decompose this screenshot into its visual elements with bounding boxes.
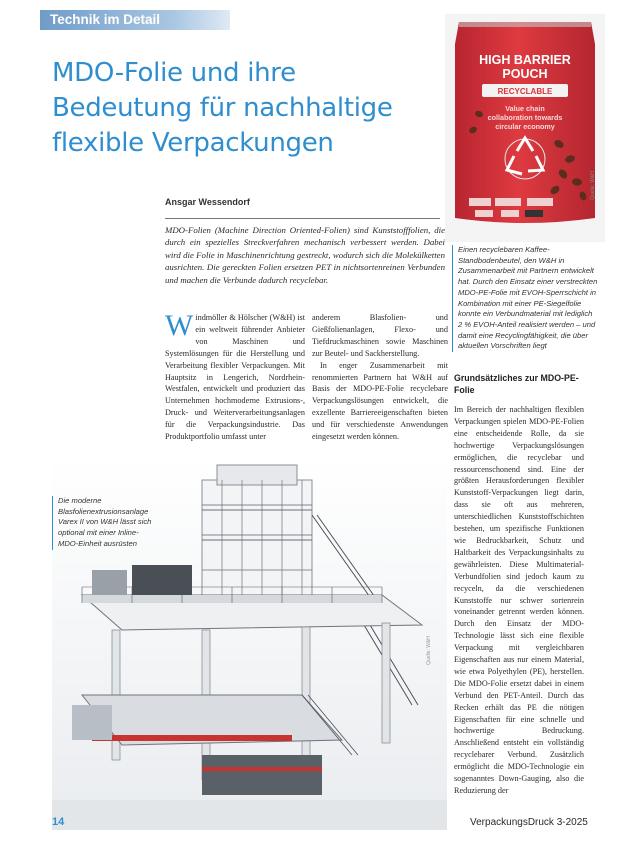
body-paragraph: anderem Blasfolien- und Gießfolienanlagen, Flexo- und Tiefdruckmaschinen sowie Maschinen zur Beutel- und Sackherstellung. (312, 313, 448, 358)
pouch-title-line: HIGH BARRIER (479, 53, 571, 67)
machine-image-source: Quelle: W&H (426, 636, 432, 665)
magazine-issue: VerpackungsDruck 3-2025 (470, 817, 588, 828)
pouch-subtitle-line: collaboration towards (487, 113, 563, 122)
dropcap: W (165, 309, 194, 342)
article-title (52, 56, 432, 161)
pouch-subtitle-line: circular economy (495, 122, 555, 131)
title-line: flexible Verpackungen (52, 128, 334, 158)
machine-caption: Die moderne Blasfolienextrusionsanlage Varex II von W&H lässt sich optional mit einer Inline-MDO-Einheit ausrüsten (52, 496, 158, 550)
title-line: MDO-Folie und ihre (52, 58, 296, 88)
body-paragraph: Im Bereich der nachhaltigen flexiblen Verpackungen spielen MDO-PE-Folien eine entscheidende Rolle, da sie hochwertige Verpackungslösungen ermöglichen, die recyclebar und ressourcenschonend sind. Eine der größten Herausforderungen flexibler Kunststoff-Verpackungen liegt darin, dass sie oft aus mehreren, unterschiedlichen Kunststoffschichten bestehen, um spezifische Funktionen wie Bedruckbarkeit, Schutz und Haltbarkeit des Verpackungsinhalts zu gewährleisten. Diese Multimaterial-Verbundfolien sind jedoch kaum zu recyceln, da die verschiedenen Kunststoffe nur schwer sortenrein voneinander getrennt werden können. Durch den Einsatz der MDO-Technologie lässt sich eine flexible Verpackung mit vergleichbaren Eigenschaften aus nur einem Material, wie etwa Polyethylen (PE), herstellen. Die MDO-Folie ersetzt dabei in einem Verbund den PET-Anteil. Durch das Recken erhält das PE die nötigen Eigenschaften für eine schnelle und hochwertige Bedruckung. Anschließend entsteht ein vollständig recyclebarer Verbund. Zusätzlich ermöglicht die MDO-Technologie ein sogenanntes Down-Gauging, also die Reduzierung der (454, 405, 584, 795)
section-subheading: Grundsätzliches zur MDO-PE-Folie (454, 373, 579, 395)
author-name: Ansgar Wessendorf (165, 197, 250, 207)
page-number: 14 (52, 816, 65, 828)
lead-paragraph: MDO-Folien (Machine Direction Oriented-Folien) sind Kunststofffolien, die durch ein spezielles Streckverfahren mechanisch verbessert werden. Dabei wird die Folie in Maschinenrichtung gestreckt, wodurch sich die Molekülketten ausrichten. Die gereckten Folien ersetzen PET in nichtsortenreinen Verbunden und machen die Verbunde dadurch recyclebar. (165, 225, 445, 285)
title-line: Bedeutung für nachhaltige (52, 93, 393, 123)
pouch-title-line: POUCH (502, 67, 548, 81)
recyclable-badge: RECYCLABLE (497, 87, 553, 96)
pouch-subtitle-line: Value chain (505, 104, 545, 113)
section-label-band (40, 10, 230, 30)
body-paragraph: In enger Zusammenarbeit mit renommierten Partnern hat W&H auf Basis der MDO-PE-Folie recyclebare Verpackungslösungen entwickelt, die exzellente Barriereeigenschaften bieten und für verschiedenste Anwendungen eingesetzt werden können. (312, 360, 448, 442)
body-column-1 (165, 309, 305, 443)
section-label: Technik im Detail (50, 12, 161, 27)
body-column-2 (312, 312, 448, 443)
pouch-illustration (445, 14, 605, 242)
pouch-caption: Einen recyclebaren Kaffee-Standbodenbeutel, den W&H in Zusammenarbeit mit Partnern entwickelt hat. Durch den Einsatz einer verstreckten MDO-PE-Folie mit EVOH-Sperrschicht in Kombination mit einer PE-Siegelfolie konnte ein Verbundmaterial mit lediglich 2 % EVOH-Anteil realisiert werden – und damit eine Recyclingfähigkeit, die über aktuellen Vorschriften liegt (452, 245, 598, 352)
body-column-3 (454, 404, 584, 797)
body-text: indmöller & Hölscher (W&H) ist ein weltweit führender Anbieter von Maschinen und Systemlösungen für die Herstellung und Verarbeitung flexibler Verpackungen. Mit Hauptsitz in Lengerich, Nordrhein-Westfalen, entwickelt und produziert das Unternehmen hochmoderne Extrusions-, Druck- und Weiterverarbeitungsanlagen für die Verpackungsindustrie. Das Produktportfolio umfasst unter (165, 313, 305, 442)
pouch-image-source: Quelle: W&H (590, 171, 596, 200)
author-rule (165, 218, 440, 219)
pouch-photo (445, 14, 605, 242)
